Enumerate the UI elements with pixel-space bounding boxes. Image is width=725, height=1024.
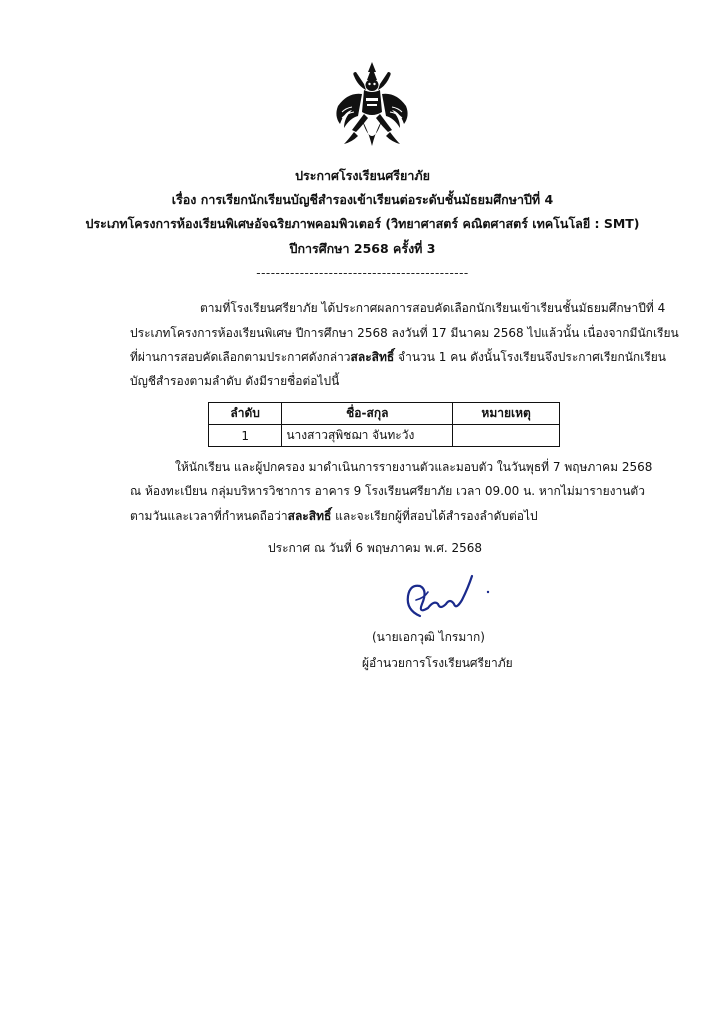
- paragraph1-line2: ประเภทโครงการห้องเรียนพิเศษ ปีการศึกษา 2568 ลงวันที่ 17 มีนาคม 2568 ไปแล้วนั้น เนื่องจากมีนักเรียน: [130, 326, 679, 340]
- forfeit-emphasis: สละสิทธิ์: [350, 350, 395, 364]
- program-type: ประเภทโครงการห้องเรียนพิเศษอัจฉริยภาพคอมพิวเตอร์ (วิทยาศาสตร์ คณิตศาสตร์ เทคโนโลยี : SMT): [85, 216, 640, 231]
- separator-line: --------------------------------------------: [256, 266, 469, 280]
- paragraph1-line1: ตามที่โรงเรียนศรียาภัย ได้ประกาศผลการสอบคัดเลือกนักเรียนเข้าเรียนชั้นมัธยมศึกษาปีที่ 4: [200, 301, 666, 315]
- garuda-emblem-icon: [330, 60, 414, 152]
- paragraph2-line2: ณ ห้องทะเบียน กลุ่มบริหารวิชาการ อาคาร 9 โรงเรียนศรียาภัย เวลา 09.00 น. หากไม่มารายงานตัว: [130, 484, 645, 498]
- cell-order: 1: [209, 425, 282, 447]
- paragraph2-line3: ตามวันและเวลาที่กำหนดถือว่าสละสิทธิ์ และจะเรียกผู้ที่สอบได้สำรองลำดับต่อไป: [130, 509, 538, 523]
- announcement-subject: เรื่อง การเรียกนักเรียนบัญชีสำรองเข้าเรียนต่อระดับชั้นมัธยมศึกษาปีที่ 4: [171, 192, 554, 207]
- cell-name: นางสาวสุพิชฌา จันทะวัง: [282, 425, 453, 447]
- announcement-issuer: ประกาศโรงเรียนศรียาภัย: [295, 168, 430, 183]
- announcement-date: ประกาศ ณ วันที่ 6 พฤษภาคม พ.ศ. 2568: [268, 541, 483, 555]
- header-order: ลำดับ: [209, 403, 282, 425]
- header-remark: หมายเหตุ: [453, 403, 560, 425]
- signer-title: ผู้อำนวยการโรงเรียนศรียาภัย: [362, 656, 513, 670]
- paragraph2-line1: ให้นักเรียน และผู้ปกครอง มาดำเนินการรายงานตัวและมอบตัว ในวันพุธที่ 7 พฤษภาคม 2568: [175, 460, 653, 474]
- table-header-row: [209, 403, 560, 425]
- signature-mark: [398, 570, 493, 620]
- paragraph1-line3: ที่ผ่านการสอบคัดเลือกตามประกาศดังกล่าวสละสิทธิ์ จำนวน 1 คน ดังนั้นโรงเรียนจึงประกาศเรียกนักเรียน: [130, 350, 666, 364]
- paragraph1-line4: บัญชีสำรองตามลำดับ ดังมีรายชื่อต่อไปนี้: [130, 374, 340, 388]
- signer-name: (นายเอกวุฒิ ไกรมาก): [372, 630, 485, 644]
- cell-remark: [453, 425, 560, 447]
- forfeit-emphasis: สละสิทธิ์: [287, 509, 332, 523]
- academic-year: ปีการศึกษา 2568 ครั้งที่ 3: [289, 241, 436, 256]
- reserve-list-table: [208, 402, 560, 447]
- header-name: ชื่อ-สกุล: [282, 403, 453, 425]
- table-row: [209, 425, 560, 447]
